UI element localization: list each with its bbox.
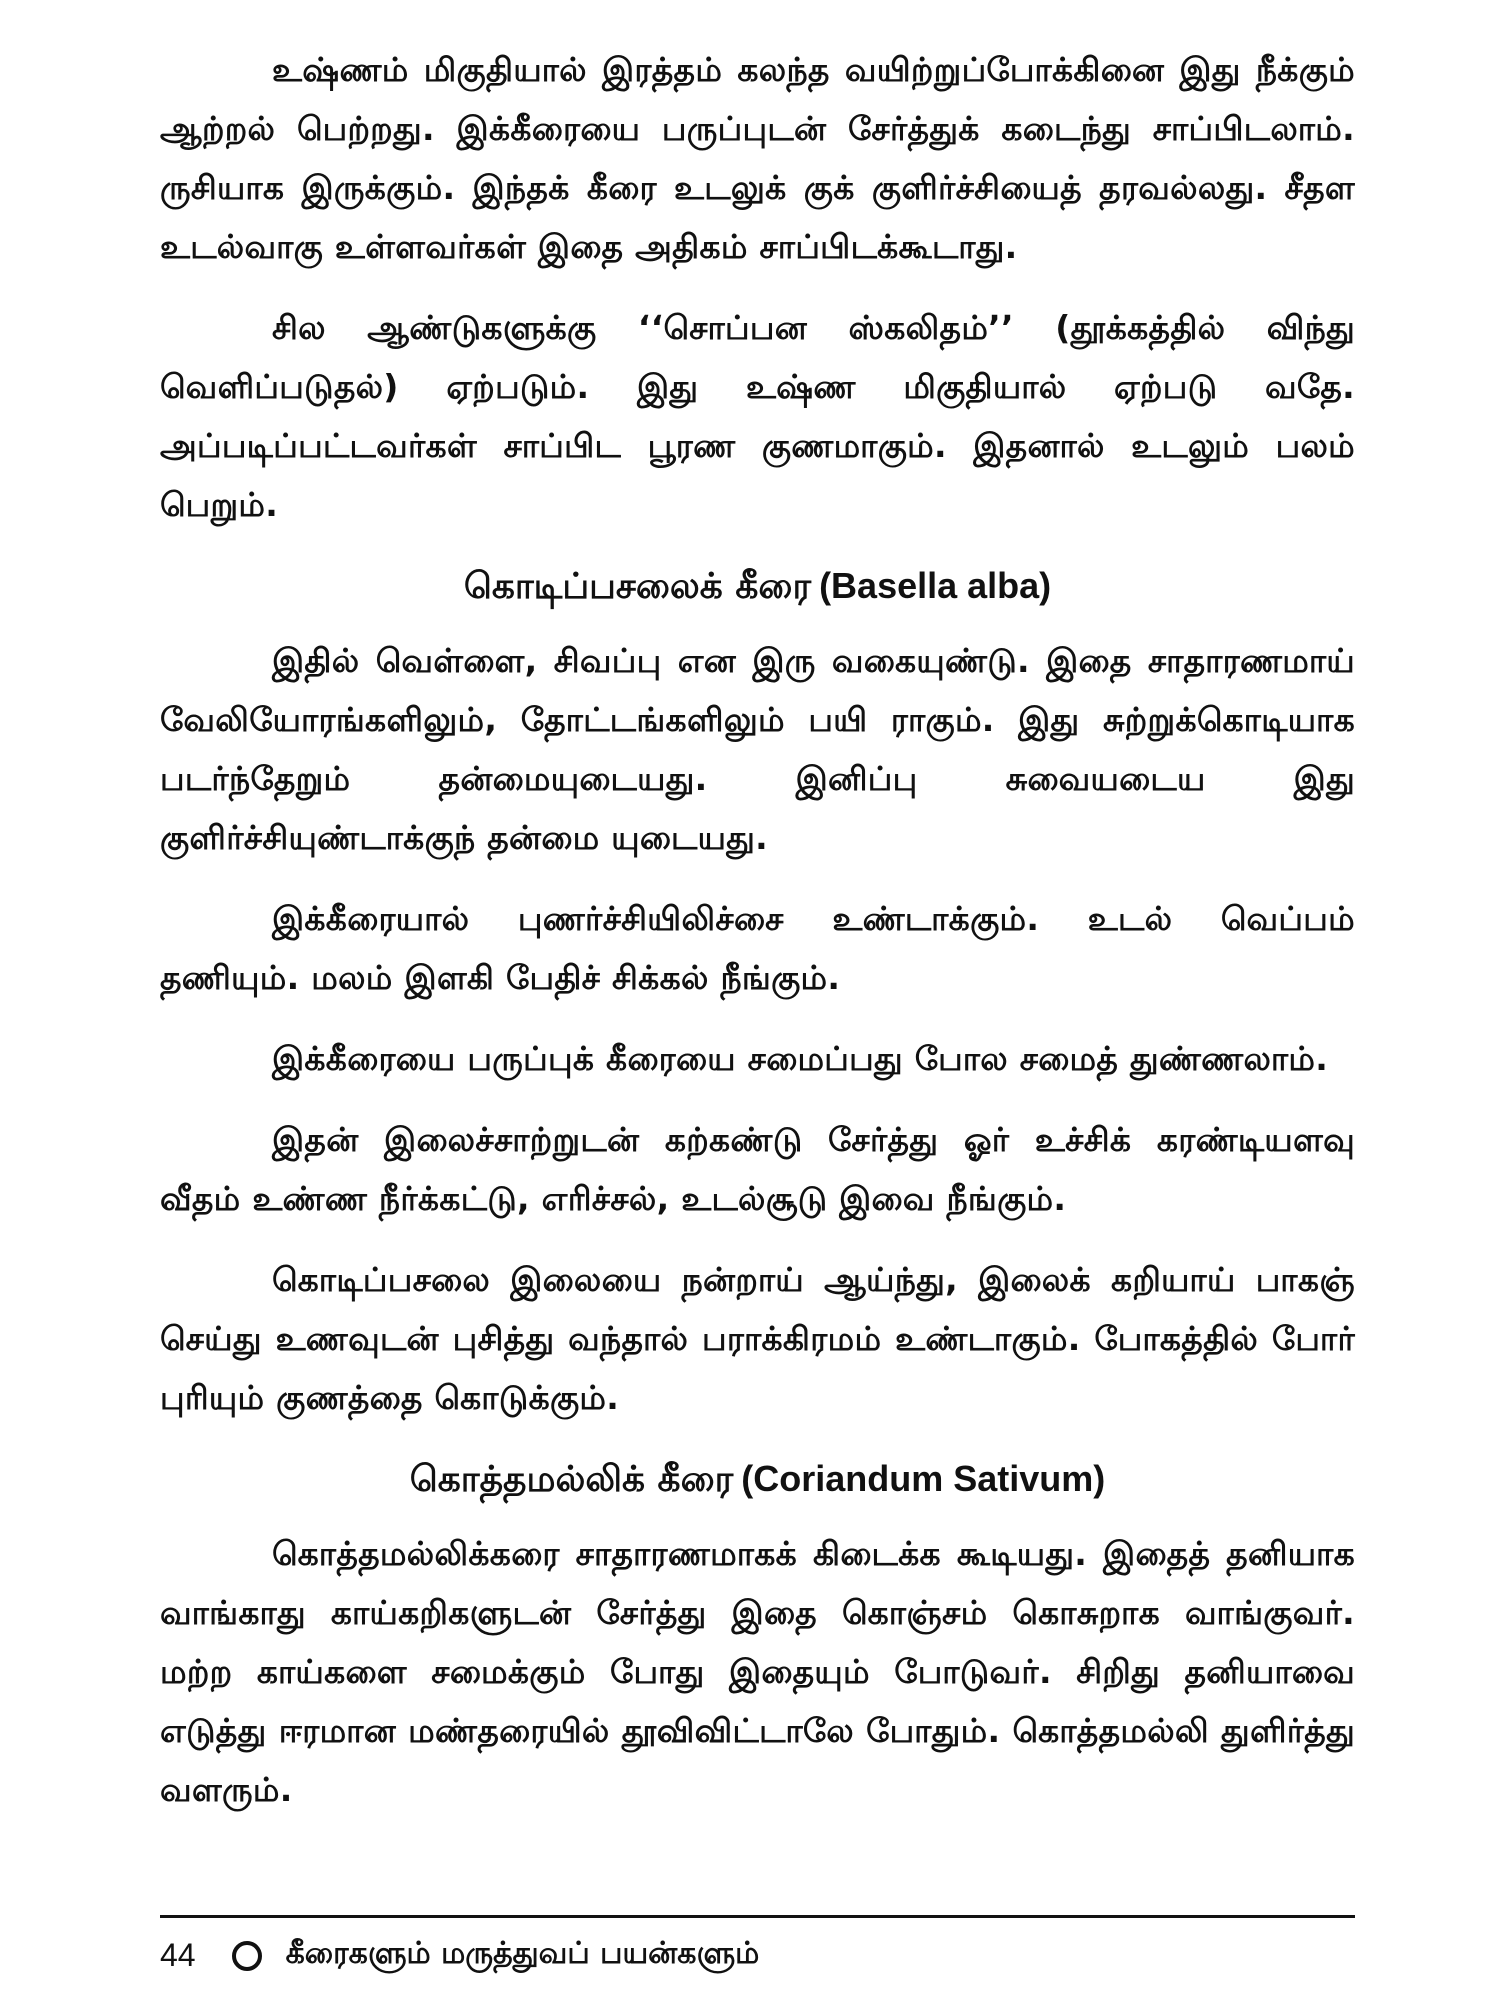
footer-divider [160, 1915, 1355, 1918]
heading-latin: (Basella alba) [819, 565, 1052, 606]
circle-bullet-icon [232, 1941, 262, 1971]
paragraph: கொத்தமல்லிக்கரை சாதாரணமாகக் கிடைக்க கூடியது. இதைத் தனியாக வாங்காது காய்கறிகளுடன் சேர்த்து இதை கொஞ்சம் கொசுறாக வாங்குவர். மற்ற காய்களை சமைக்கும் போது இதையும் போடுவர். சிறிது தனியாவை எடுத்து ஈரமான மண்தரையில் தூவிவிட்டாலே போதும். கொத்தமல்லி துளிர்த்து வளரும். [160, 1534, 1355, 1809]
page-content [160, 40, 1355, 1980]
paragraph: இக்கீரையை பருப்புக் கீரையை சமைப்பது போல சமைத் துண்ணலாம். [272, 1039, 1329, 1078]
section-heading-basella [160, 556, 1355, 617]
paragraph: இதில் வெள்ளை, சிவப்பு என இரு வகையுண்டு. இதை சாதாரணமாய் வேலியோரங்களிலும், தோட்டங்களிலும் பயி ராகும். இது சுற்றுக்கொடியாக படர்ந்தேறும் தன்மையுடையது. இனிப்பு சுவையடைய இது குளிர்ச்சியுண்டாக்குந் தன்மை யுடையது. [160, 641, 1355, 857]
paragraph: சில ஆண்டுகளுக்கு ‘‘சொப்பன ஸ்கலிதம்’’ (தூக்கத்தில் விந்து வெளிப்படுதல்) ஏற்படும். இது உஷ்ண மிகுதியால் ஏற்படு வதே. அப்படிப்பட்டவர்கள் சாப்பிட பூரண குணமாகும். இதனால் உடலும் பலம் பெறும். [160, 308, 1355, 524]
paragraph: கொடிப்பசலை இலையை நன்றாய் ஆய்ந்து, இலைக் கறியாய் பாகஞ் செய்து உணவுடன் புசித்து வந்தால் பராக்கிரமம் உண்டாகும். போகத்தில் போர் புரியும் குணத்தை கொடுக்கும். [160, 1260, 1355, 1417]
paragraph: இக்கீரையால் புணர்ச்சியிலிச்சை உண்டாக்கும். உடல் வெப்பம் தணியும். மலம் இளகி பேதிச் சிக்கல் நீங்கும். [160, 899, 1355, 997]
paragraph: உஷ்ணம் மிகுதியால் இரத்தம் கலந்த வயிற்றுப்போக்கினை இது நீக்கும் ஆற்றல் பெற்றது. இக்கீரையை பருப்புடன் சேர்த்துக் கடைந்து சாப்பிடலாம். ருசியாக இருக்கும். இந்தக் கீரை உடலுக் குக் குளிர்ச்சியைத் தரவல்லது. சீதள உடல்வாகு உள்ளவர்கள் இதை அதிகம் சாப்பிடக்கூடாது. [160, 50, 1355, 266]
page-footer [160, 1915, 1355, 1975]
book-title: கீரைகளும் மருத்துவப் பயன்களும் [285, 1936, 760, 1971]
heading-tamil: கொத்தமல்லிக் கீரை [409, 1459, 734, 1500]
page-number: 44 [160, 1937, 196, 1973]
footer-row [160, 1936, 1355, 1975]
heading-tamil: கொடிப்பசலைக் கீரை [463, 566, 812, 607]
paragraph: இதன் இலைச்சாற்றுடன் கற்கண்டு சேர்த்து ஓர் உச்சிக் கரண்டியளவு வீதம் உண்ண நீர்க்கட்டு, எரிச்சல், உடல்சூடு இவை நீங்கும். [160, 1120, 1355, 1218]
section-heading-coriander [160, 1449, 1355, 1510]
heading-latin: (Coriandum Sativum) [741, 1458, 1106, 1499]
